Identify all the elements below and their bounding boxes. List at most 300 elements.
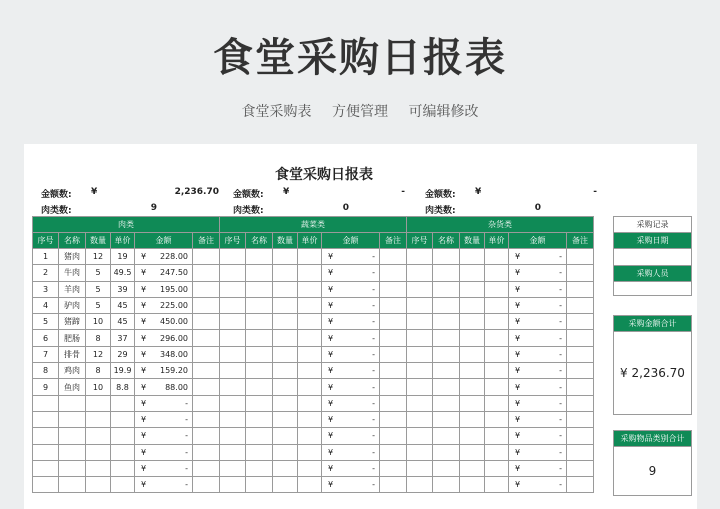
note-cell[interactable] (567, 363, 594, 379)
qty-cell[interactable] (86, 477, 111, 493)
price-cell[interactable] (298, 314, 322, 330)
qty-cell[interactable] (460, 460, 485, 476)
amount-cell[interactable] (322, 281, 380, 297)
amount-cell[interactable] (509, 330, 567, 346)
name-cell[interactable] (433, 428, 460, 444)
currency-symbol: ¥ (515, 349, 521, 359)
name-cell[interactable] (59, 411, 86, 427)
name-cell[interactable]: 肥肠 (59, 330, 86, 346)
amount-cell[interactable] (322, 395, 380, 411)
qty-cell[interactable] (273, 249, 298, 265)
price-cell[interactable] (298, 477, 322, 493)
currency-symbol: ¥ (328, 464, 334, 473)
price-cell[interactable] (485, 477, 509, 493)
qty-cell[interactable]: 8 (86, 363, 111, 379)
col-header-price: 单价 (298, 233, 322, 249)
name-cell[interactable] (433, 297, 460, 313)
no-cell[interactable] (407, 460, 433, 476)
price-cell[interactable]: 8.8 (111, 379, 135, 395)
no-cell[interactable] (407, 428, 433, 444)
amount-cell[interactable] (509, 428, 567, 444)
note-cell[interactable] (380, 249, 407, 265)
amount-cell[interactable] (135, 297, 193, 313)
staff-value[interactable] (614, 281, 691, 295)
price-cell[interactable]: 29 (111, 346, 135, 362)
amount-cell[interactable] (135, 249, 193, 265)
qty-cell[interactable] (273, 330, 298, 346)
qty-cell[interactable] (273, 346, 298, 362)
name-cell[interactable] (246, 477, 273, 493)
price-cell[interactable] (111, 460, 135, 476)
note-cell[interactable] (567, 265, 594, 281)
note-cell[interactable] (193, 249, 220, 265)
note-cell[interactable] (567, 249, 594, 265)
amount-cell[interactable] (322, 460, 380, 476)
amount-cell[interactable] (135, 428, 193, 444)
amount-cell[interactable] (509, 395, 567, 411)
note-cell[interactable] (567, 428, 594, 444)
note-cell[interactable] (567, 314, 594, 330)
qty-cell[interactable] (460, 281, 485, 297)
no-cell[interactable] (33, 395, 59, 411)
currency-symbol: ¥ (328, 333, 334, 343)
name-cell[interactable] (246, 395, 273, 411)
no-cell[interactable] (33, 477, 59, 493)
no-cell[interactable] (220, 379, 246, 395)
name-cell[interactable] (246, 249, 273, 265)
no-cell[interactable] (407, 379, 433, 395)
note-cell[interactable] (567, 460, 594, 476)
amount-cell[interactable] (509, 314, 567, 330)
qty-cell[interactable] (273, 428, 298, 444)
amount-cell[interactable] (322, 314, 380, 330)
name-cell[interactable] (433, 460, 460, 476)
price-cell[interactable] (111, 477, 135, 493)
note-cell[interactable] (380, 297, 407, 313)
price-cell[interactable] (485, 379, 509, 395)
currency-symbol: ¥ (328, 252, 334, 262)
no-cell[interactable] (407, 297, 433, 313)
amount-cell[interactable] (135, 314, 193, 330)
qty-cell[interactable] (460, 477, 485, 493)
name-cell[interactable]: 牛肉 (59, 265, 86, 281)
name-cell[interactable] (59, 395, 86, 411)
no-cell[interactable] (220, 249, 246, 265)
qty-cell[interactable] (460, 379, 485, 395)
amount-cell[interactable] (322, 265, 380, 281)
name-cell[interactable] (59, 460, 86, 476)
price-cell[interactable]: 19.9 (111, 363, 135, 379)
no-cell[interactable] (220, 395, 246, 411)
name-cell[interactable] (59, 477, 86, 493)
amount-cell[interactable] (322, 297, 380, 313)
no-cell[interactable]: 5 (33, 314, 59, 330)
name-cell[interactable]: 鸡肉 (59, 363, 86, 379)
qty-cell[interactable] (460, 363, 485, 379)
name-cell[interactable] (246, 314, 273, 330)
no-cell[interactable] (220, 330, 246, 346)
no-cell[interactable] (220, 363, 246, 379)
price-cell[interactable] (485, 428, 509, 444)
note-cell[interactable] (380, 330, 407, 346)
amount-cell[interactable] (509, 265, 567, 281)
amount-cell[interactable] (509, 249, 567, 265)
name-cell[interactable]: 驴肉 (59, 297, 86, 313)
qty-cell[interactable] (460, 428, 485, 444)
no-cell[interactable] (220, 297, 246, 313)
note-cell[interactable] (567, 444, 594, 460)
no-cell[interactable] (220, 428, 246, 444)
note-cell[interactable] (567, 477, 594, 493)
note-cell[interactable] (380, 395, 407, 411)
amount-cell[interactable] (322, 411, 380, 427)
qty-cell[interactable] (86, 444, 111, 460)
price-cell[interactable] (485, 460, 509, 476)
amount-cell[interactable] (509, 379, 567, 395)
qty-cell[interactable] (460, 314, 485, 330)
name-cell[interactable]: 猪蹄 (59, 314, 86, 330)
no-cell[interactable]: 9 (33, 379, 59, 395)
note-cell[interactable] (380, 428, 407, 444)
qty-cell[interactable] (273, 444, 298, 460)
note-cell[interactable] (380, 379, 407, 395)
note-cell[interactable] (193, 477, 220, 493)
qty-cell[interactable]: 10 (86, 379, 111, 395)
note-cell[interactable] (193, 395, 220, 411)
note-cell[interactable] (193, 314, 220, 330)
price-cell[interactable] (111, 395, 135, 411)
price-cell[interactable] (485, 281, 509, 297)
qty-cell[interactable]: 12 (86, 249, 111, 265)
price-cell[interactable] (485, 346, 509, 362)
qty-cell[interactable] (460, 297, 485, 313)
note-cell[interactable] (380, 265, 407, 281)
no-cell[interactable] (407, 346, 433, 362)
note-cell[interactable] (380, 363, 407, 379)
amount-cell[interactable] (135, 444, 193, 460)
price-cell[interactable]: 19 (111, 249, 135, 265)
no-cell[interactable] (407, 411, 433, 427)
no-cell[interactable] (407, 444, 433, 460)
no-cell[interactable] (407, 363, 433, 379)
no-cell[interactable] (220, 314, 246, 330)
no-cell[interactable] (407, 249, 433, 265)
no-cell[interactable]: 7 (33, 346, 59, 362)
no-cell[interactable] (407, 265, 433, 281)
currency-symbol: ¥ (515, 415, 521, 425)
price-cell[interactable] (111, 444, 135, 460)
no-cell[interactable] (407, 477, 433, 493)
name-cell[interactable] (433, 265, 460, 281)
name-cell[interactable] (246, 444, 273, 460)
qty-cell[interactable] (273, 363, 298, 379)
amount-cell[interactable] (135, 346, 193, 362)
subtitle-item: 可编辑修改 (408, 104, 479, 120)
amount-cell[interactable] (509, 444, 567, 460)
note-cell[interactable] (380, 281, 407, 297)
staff-label: 采购人员 (614, 265, 691, 281)
qty-cell[interactable] (273, 265, 298, 281)
price-cell[interactable]: 39 (111, 281, 135, 297)
name-cell[interactable] (433, 330, 460, 346)
name-cell[interactable] (433, 444, 460, 460)
col-header-note: 备注 (380, 233, 407, 249)
qty-cell[interactable] (86, 460, 111, 476)
note-cell[interactable] (193, 330, 220, 346)
table-row (33, 297, 594, 313)
note-cell[interactable] (380, 346, 407, 362)
no-cell[interactable] (220, 444, 246, 460)
qty-cell[interactable] (273, 411, 298, 427)
note-cell[interactable] (567, 379, 594, 395)
note-cell[interactable] (193, 460, 220, 476)
currency-symbol: ¥ (141, 284, 147, 294)
qty-cell[interactable] (86, 411, 111, 427)
name-cell[interactable] (433, 477, 460, 493)
amount-cell[interactable] (509, 281, 567, 297)
amount-cell[interactable] (322, 346, 380, 362)
name-cell[interactable] (246, 411, 273, 427)
price-cell[interactable] (298, 346, 322, 362)
note-cell[interactable] (193, 281, 220, 297)
name-cell[interactable] (246, 297, 273, 313)
name-cell[interactable]: 猪肉 (59, 249, 86, 265)
name-cell[interactable] (246, 460, 273, 476)
name-cell[interactable] (433, 281, 460, 297)
qty-cell[interactable] (86, 395, 111, 411)
amount-cell[interactable] (322, 363, 380, 379)
no-cell[interactable] (220, 411, 246, 427)
amount-cell[interactable] (322, 428, 380, 444)
no-cell[interactable] (33, 428, 59, 444)
note-cell[interactable] (567, 395, 594, 411)
date-value[interactable] (614, 248, 691, 265)
qty-cell[interactable] (273, 314, 298, 330)
name-cell[interactable]: 羊肉 (59, 281, 86, 297)
qty-cell[interactable] (273, 395, 298, 411)
no-cell[interactable]: 3 (33, 281, 59, 297)
no-cell[interactable] (33, 411, 59, 427)
name-cell[interactable] (246, 428, 273, 444)
no-cell[interactable] (407, 330, 433, 346)
total-amount-value: ¥ 2,236.70 (614, 331, 691, 414)
no-cell[interactable] (407, 281, 433, 297)
count-label: 肉类数: (425, 206, 456, 216)
amount-cell[interactable] (509, 297, 567, 313)
note-cell[interactable] (193, 379, 220, 395)
name-cell[interactable] (433, 249, 460, 265)
note-cell[interactable] (193, 444, 220, 460)
amount-cell[interactable] (135, 281, 193, 297)
price-cell[interactable]: 49.5 (111, 265, 135, 281)
qty-cell[interactable] (460, 265, 485, 281)
amount-value: - (559, 301, 562, 311)
name-cell[interactable] (433, 411, 460, 427)
qty-cell[interactable] (273, 379, 298, 395)
total-amount-panel (613, 315, 692, 415)
no-cell[interactable] (220, 265, 246, 281)
group-header-vegetable: 蔬菜类 (220, 217, 407, 233)
qty-cell[interactable]: 5 (86, 281, 111, 297)
price-cell[interactable] (298, 379, 322, 395)
price-cell[interactable] (298, 330, 322, 346)
price-cell[interactable] (298, 444, 322, 460)
amount-cell[interactable] (135, 330, 193, 346)
name-cell[interactable] (246, 379, 273, 395)
price-cell[interactable]: 37 (111, 330, 135, 346)
amount-cell[interactable] (509, 411, 567, 427)
amount-value: - (559, 284, 562, 294)
note-cell[interactable] (380, 314, 407, 330)
qty-cell[interactable] (86, 428, 111, 444)
no-cell[interactable] (220, 346, 246, 362)
amount-value: - (559, 366, 562, 376)
note-cell[interactable] (380, 411, 407, 427)
no-cell[interactable] (33, 444, 59, 460)
no-cell[interactable] (220, 460, 246, 476)
qty-cell[interactable]: 8 (86, 330, 111, 346)
note-cell[interactable] (193, 428, 220, 444)
amount-value: - (372, 317, 375, 327)
name-cell[interactable]: 排骨 (59, 346, 86, 362)
qty-cell[interactable]: 12 (86, 346, 111, 362)
qty-cell[interactable] (460, 444, 485, 460)
amount-cell[interactable] (509, 363, 567, 379)
price-cell[interactable] (298, 411, 322, 427)
count-value: 9 (150, 203, 157, 213)
qty-cell[interactable] (460, 411, 485, 427)
currency-symbol: ¥ (475, 187, 482, 197)
price-cell[interactable] (485, 363, 509, 379)
name-cell[interactable] (246, 363, 273, 379)
price-cell[interactable] (485, 297, 509, 313)
name-cell[interactable] (59, 444, 86, 460)
price-cell[interactable] (298, 428, 322, 444)
price-cell[interactable] (485, 314, 509, 330)
note-cell[interactable] (193, 265, 220, 281)
note-cell[interactable] (193, 411, 220, 427)
col-header-name: 名称 (246, 233, 273, 249)
amount-cell[interactable] (322, 379, 380, 395)
qty-cell[interactable] (460, 395, 485, 411)
amount-cell[interactable] (135, 363, 193, 379)
table-row (33, 477, 594, 493)
amount-cell[interactable] (135, 460, 193, 476)
no-cell[interactable]: 8 (33, 363, 59, 379)
name-cell[interactable] (246, 265, 273, 281)
note-cell[interactable] (193, 346, 220, 362)
note-cell[interactable] (567, 411, 594, 427)
qty-cell[interactable] (273, 477, 298, 493)
qty-cell[interactable] (273, 460, 298, 476)
amount-cell[interactable] (509, 346, 567, 362)
qty-cell[interactable] (460, 249, 485, 265)
no-cell[interactable] (407, 314, 433, 330)
no-cell[interactable]: 4 (33, 297, 59, 313)
price-cell[interactable] (298, 297, 322, 313)
price-cell[interactable] (485, 249, 509, 265)
price-cell[interactable] (485, 444, 509, 460)
price-cell[interactable] (298, 265, 322, 281)
note-cell[interactable] (193, 297, 220, 313)
amount-value: - (559, 464, 562, 473)
no-cell[interactable]: 1 (33, 249, 59, 265)
name-cell[interactable] (433, 395, 460, 411)
currency-symbol: ¥ (515, 366, 521, 376)
note-cell[interactable] (567, 281, 594, 297)
amount-cell[interactable] (509, 460, 567, 476)
note-cell[interactable] (567, 346, 594, 362)
qty-cell[interactable]: 5 (86, 297, 111, 313)
price-cell[interactable] (485, 330, 509, 346)
amount-cell[interactable] (135, 379, 193, 395)
amount-cell[interactable] (135, 265, 193, 281)
name-cell[interactable] (433, 379, 460, 395)
name-cell[interactable] (433, 363, 460, 379)
price-cell[interactable] (485, 265, 509, 281)
qty-cell[interactable] (460, 330, 485, 346)
no-cell[interactable] (33, 460, 59, 476)
qty-cell[interactable] (273, 297, 298, 313)
name-cell[interactable] (59, 428, 86, 444)
qty-cell[interactable] (273, 281, 298, 297)
price-cell[interactable] (298, 460, 322, 476)
price-cell[interactable] (298, 249, 322, 265)
amount-value: - (559, 382, 562, 392)
name-cell[interactable] (246, 281, 273, 297)
price-cell[interactable] (485, 395, 509, 411)
price-cell[interactable] (298, 281, 322, 297)
amount-value: - (185, 464, 188, 473)
qty-cell[interactable] (460, 346, 485, 362)
qty-cell[interactable]: 5 (86, 265, 111, 281)
price-cell[interactable]: 45 (111, 314, 135, 330)
note-cell[interactable] (567, 297, 594, 313)
amount-cell[interactable] (135, 477, 193, 493)
name-cell[interactable] (433, 346, 460, 362)
qty-cell[interactable]: 10 (86, 314, 111, 330)
price-cell[interactable] (485, 411, 509, 427)
amount-cell[interactable] (322, 444, 380, 460)
note-cell[interactable] (380, 460, 407, 476)
note-cell[interactable] (193, 363, 220, 379)
amount-cell[interactable] (135, 395, 193, 411)
table-row (33, 281, 594, 297)
amount-cell[interactable] (322, 249, 380, 265)
note-cell[interactable] (380, 444, 407, 460)
name-cell[interactable] (246, 346, 273, 362)
price-cell[interactable] (298, 363, 322, 379)
amount-cell[interactable] (322, 477, 380, 493)
no-cell[interactable] (220, 477, 246, 493)
price-cell[interactable]: 45 (111, 297, 135, 313)
amount-cell[interactable] (322, 330, 380, 346)
price-cell[interactable] (111, 411, 135, 427)
no-cell[interactable]: 6 (33, 330, 59, 346)
no-cell[interactable] (220, 281, 246, 297)
price-cell[interactable] (298, 395, 322, 411)
note-cell[interactable] (380, 477, 407, 493)
name-cell[interactable] (246, 330, 273, 346)
no-cell[interactable]: 2 (33, 265, 59, 281)
no-cell[interactable] (407, 395, 433, 411)
amount-cell[interactable] (135, 411, 193, 427)
name-cell[interactable]: 鱼肉 (59, 379, 86, 395)
amount-cell[interactable] (509, 477, 567, 493)
name-cell[interactable] (433, 314, 460, 330)
note-cell[interactable] (567, 330, 594, 346)
price-cell[interactable] (111, 428, 135, 444)
